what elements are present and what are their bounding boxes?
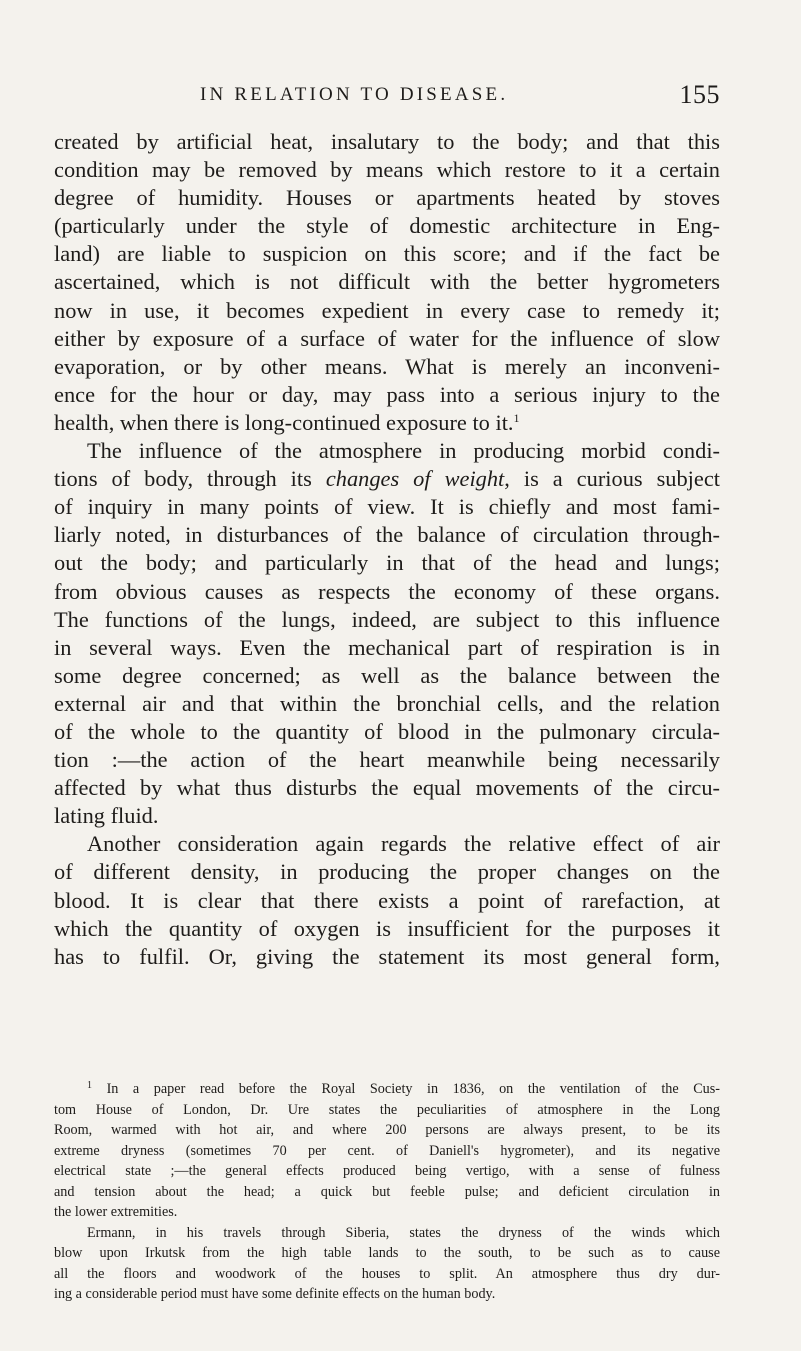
footnote-line: electrical state ;—the general effects produced being vertigo, with a sense of fulness (54, 1163, 720, 1179)
body-line: condition may be removed by means which restore to it a certain (54, 157, 720, 183)
body-line: evaporation, or by other means. What is merely an inconveni- (54, 353, 720, 379)
body-line: The influence of the atmosphere in producing morbid condi- (87, 438, 720, 464)
footnote-line: Room, warmed with hot air, and where 200 persons are always present, to be its (54, 1122, 720, 1138)
body-line: external air and that within the bronchial cells, and the relation (54, 690, 720, 716)
footnote-line: the lower extremities. (54, 1204, 178, 1220)
body-line: land) are liable to suspicion on this score; and if the fact be (54, 241, 720, 267)
body-line-text: , is a curious subject (504, 466, 720, 492)
body-line: of inquiry in many points of view. It is chiefly and most fami- (54, 494, 720, 520)
body-line: of the whole to the quantity of blood in the pulmonary circula- (54, 718, 720, 744)
body-line: now in use, it becomes expedient in every case to remedy it; (54, 297, 720, 323)
body-line: liarly noted, in disturbances of the balance of circulation through- (54, 522, 720, 548)
page-number: 155 (679, 80, 720, 109)
footnote-line (54, 1079, 720, 1100)
body-line: ence for the hour or day, may pass into a serious injury to the (54, 381, 720, 407)
running-head (200, 80, 720, 118)
body-line-with-italic (54, 465, 720, 493)
running-title: IN RELATION TO DISEASE. (200, 84, 509, 105)
body-line: out the body; and particularly in that of the head and lungs; (54, 550, 720, 576)
footnote-line: blow upon Irkutsk from the high table lands to the south, to be such as to cause (54, 1245, 720, 1261)
body-line: which the quantity of oxygen is insufficient for the purposes it (54, 915, 720, 941)
body-line: Another consideration again regards the relative effect of air (87, 831, 720, 857)
footnotes (54, 1079, 720, 1305)
body-line: ascertained, which is not difficult with the better hygrometers (54, 269, 720, 295)
body-line: (particularly under the style of domestic architecture in Eng- (54, 213, 720, 239)
body-line: created by artificial heat, insalutary to the body; and that this (54, 129, 720, 154)
body-line-text: tions of body, through its (54, 466, 312, 492)
footnote-line: and tension about the head; a quick but feeble pulse; and deficient circulation in (54, 1183, 720, 1200)
italic-phrase: changes of weight (325, 466, 505, 492)
body-line: from obvious causes as respects the economy of these organs. (54, 578, 720, 604)
footnote-line: tom House of London, Dr. Ure states the peculiarities of atmosphere in the Long (54, 1101, 720, 1118)
body-line: in several ways. Even the mechanical part of respiration is in (54, 634, 720, 660)
body-line: some degree concerned; as well as the balance between the (54, 662, 720, 688)
footnote-ref: 1 (513, 410, 520, 425)
footnote-text: In a paper read before the Royal Society in 1836, on the ventilation of the Cus- (106, 1081, 721, 1097)
body-line: tion :—the action of the heart meanwhile being necessarily (54, 747, 720, 773)
body-text (54, 128, 720, 971)
footnote-line: Ermann, in his travels through Siberia, states the dryness of the winds which (87, 1224, 720, 1241)
body-line: lating fluid. (54, 803, 159, 829)
footnote-line: extreme dryness (sometimes 70 per cent. of Daniell's hygrometer), and its negative (54, 1142, 720, 1159)
body-line: The functions of the lungs, indeed, are subject to this influence (54, 606, 720, 632)
footnote-line: all the floors and woodwork of the houses to split. An atmosphere thus dry dur- (54, 1265, 720, 1282)
body-line: degree of humidity. Houses or apartments heated by stoves (54, 185, 720, 211)
body-line: has to fulfil. Or, giving the statement its most general form, (54, 943, 720, 969)
body-line-end (54, 409, 720, 437)
body-line-text: health, when there is long-continued exposure to it. (54, 409, 514, 435)
body-line: affected by what thus disturbs the equal movements of the circu- (54, 775, 720, 801)
body-line: blood. It is clear that there exists a point of rarefaction, at (54, 887, 720, 913)
body-line: of different density, in producing the proper changes on the (54, 859, 720, 885)
footnote-marker: 1 (87, 1080, 92, 1091)
body-line: either by exposure of a surface of water for the influence of slow (54, 325, 720, 351)
footnote-line: ing a considerable period must have some definite effects on the human body. (54, 1286, 496, 1302)
